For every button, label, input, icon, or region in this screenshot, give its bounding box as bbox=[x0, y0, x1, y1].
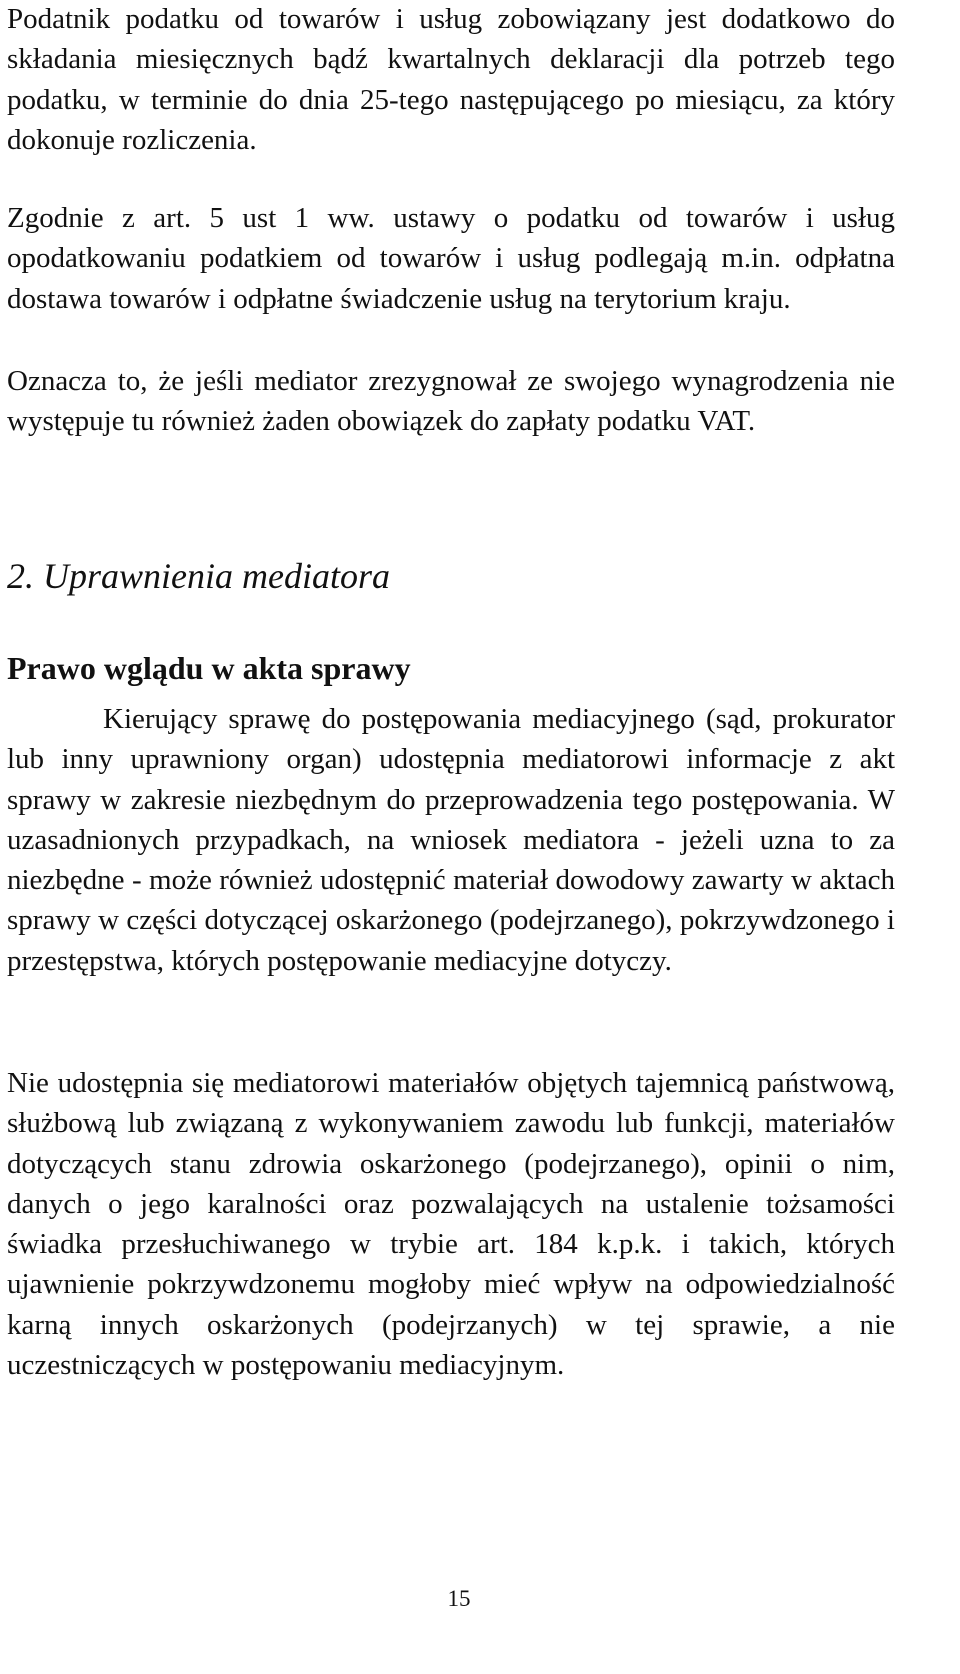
paragraph-access-to-files: Kierujący sprawę do postępowania mediacyjnego (sąd, prokurator lub inny uprawniony organ) udostępnia mediatorowi informacje z akt sprawy w zakresie niezbędnym do przeprowadzenia tego postępowania. W uzasadnionych przypadkach, na wniosek mediatora - jeżeli uzna to za niezbędne - może również udostępnić materiał dowodowy zawarty w aktach sprawy w części dotyczącej oskarżonego (podejrzanego), pokrzywdzonego i przestępstwa, których postępowanie mediacyjne dotyczy. bbox=[7, 703, 895, 977]
page-number: 15 bbox=[447, 1586, 471, 1611]
paragraph-vat-declarations: Podatnik podatku od towarów i usług zobowiązany jest dodatkowo do składania miesięcznych bądź kwartalnych deklaracji dla potrzeb tego podatku, w terminie do dnia 25-tego następującego po miesiącu, za który dokonuje rozliczenia. bbox=[7, 3, 895, 156]
subsection-heading: Prawo wglądu w akta sprawy bbox=[7, 650, 411, 686]
section-heading: 2. Uprawnienia mediatora bbox=[7, 556, 390, 596]
paragraph-mediator-no-vat: Oznacza to, że jeśli mediator zrezygnował ze swojego wynagrodzenia nie występuje tu również żaden obowiązek do zapłaty podatku VAT. bbox=[7, 365, 895, 438]
paragraph-restricted-materials: Nie udostępnia się mediatorowi materiałów objętych tajemnicą państwową, służbową lub związaną z wykonywaniem zawodu lub funkcji, materiałów dotyczących stanu zdrowia oskarżonego (podejrzanego), opinii o nim, danych o jego karalności oraz pozwalających na ustalenie tożsamości świadka przesłuchiwanego w trybie art. 184 k.p.k. i takich, których ujawnienie pokrzywdzonemu mogłoby mieć wpływ na odpowiedzialność karną innych oskarżonych (podejrzanych) w tej sprawie, a nie uczestniczących w postępowaniu mediacyjnym. bbox=[7, 1067, 895, 1382]
paragraph-vat-act-article-5: Zgodnie z art. 5 ust 1 ww. ustawy o podatku od towarów i usług opodatkowaniu podatkiem od towarów i usług podlegają m.in. odpłatna dostawa towarów i odpłatne świadczenie usług na terytorium kraju. bbox=[7, 202, 895, 315]
